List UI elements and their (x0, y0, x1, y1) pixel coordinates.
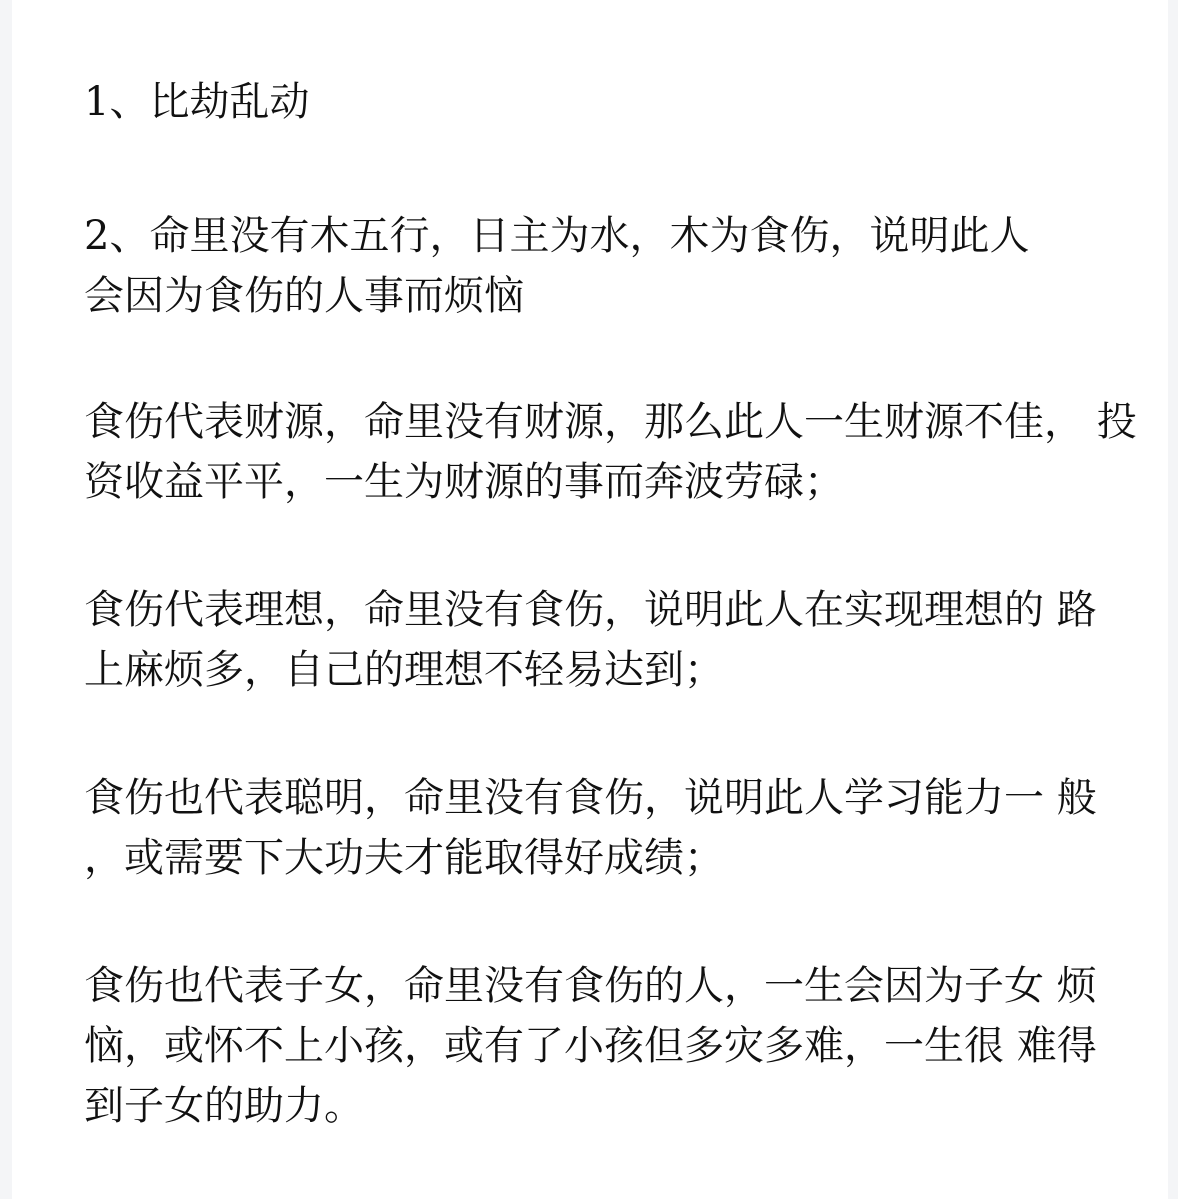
paragraph-6-line-2: 恼，或怀不上小孩，或有了小孩但多灾多难，一生很 难得 (84, 1023, 1097, 1069)
paragraph-5-line-2: ，或需要下大功夫才能取得好成绩； (84, 835, 724, 881)
paragraph-3-line-1: 食伤代表财源，命里没有财源，那么此人一生财源不佳， 投 (84, 399, 1137, 445)
paragraph-1-line-1: 1、比劫乱动 (84, 79, 310, 125)
paragraph-5-line-1: 食伤也代表聪明，命里没有食伤，说明此人学习能力一 般 (84, 775, 1097, 821)
paragraph-6-line-3: 到子女的助力。 (84, 1083, 364, 1129)
right-page-margin (1168, 0, 1178, 1199)
paragraph-3 (84, 392, 1137, 512)
paragraph-1 (84, 72, 309, 132)
paragraph-4-line-2: 上麻烦多，自己的理想不轻易达到； (84, 647, 724, 693)
paragraph-5 (84, 768, 1097, 888)
paragraph-3-line-2: 资收益平平，一生为财源的事而奔波劳碌； (84, 459, 844, 505)
left-page-margin (0, 0, 12, 1199)
paragraph-4-line-1: 食伤代表理想，命里没有食伤，说明此人在实现理想的 路 (84, 587, 1097, 633)
paragraph-4 (84, 580, 1097, 700)
paragraph-2-line-2: 会因为食伤的人事而烦恼 (84, 273, 524, 319)
paragraph-6-line-1: 食伤也代表子女，命里没有食伤的人，一生会因为子女 烦 (84, 963, 1097, 1009)
paragraph-6 (84, 956, 1097, 1136)
paragraph-2 (84, 206, 1029, 326)
paragraph-2-line-1: 2、命里没有木五行，日主为水，木为食伤，说明此人 (84, 213, 1030, 259)
